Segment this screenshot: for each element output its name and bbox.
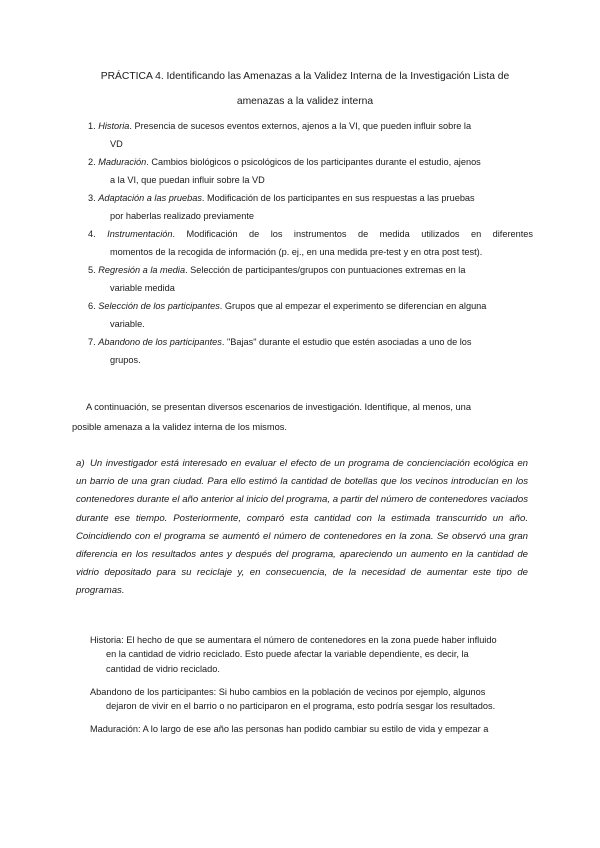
page-title: PRÁCTICA 4. Identificando las Amenazas a la Validez Interna de la Investigación Lista de [100,71,510,82]
list-item: 2. Maduración. Cambios biológicos o psicológicos de los participantes durante el estudio, ajenos a la VI, que puedan influir sobre la VD [88,157,481,185]
page-subtitle: amenazas a la validez interna [236,96,374,107]
threat-name: Historia [98,121,130,131]
list-item: 3. Adaptación a las pruebas. Modificación de los participantes en sus respuestas a las pruebas por haberlas realizado previamente [88,193,475,221]
scenario-label: a) [76,458,85,469]
threat-name: Adaptación a las pruebas [98,193,202,203]
list-item: 7. Abandono de los participantes. "Bajas" durante el estudio que estén asociadas a uno de los grupos. [88,337,472,365]
intro-paragraph: A continuación, se presentan diversos escenarios de investigación. Identifique, al menos, una posible amenaza a la validez interna de los mismos. [72,402,472,432]
answer-maduracion: Maduración: A lo largo de ese año las personas han podido cambiar su estilo de vida y empezar a [90,724,489,734]
list-item: 1. Historia. Presencia de sucesos eventos externos, ajenos a la VI, que pueden influir sobre la VD [88,121,472,149]
threat-name: Instrumentación [107,229,173,239]
list-item: 6. Selección de los participantes. Grupos que al empezar el experimento se diferencian en alguna variable. [88,301,487,329]
threat-name: Regresión a la media [98,265,186,275]
answer-abandono: Abandono de los participantes: Si hubo cambios en la población de vecinos por ejemplo, algunos dejaron de vivir en el barrio o no participaron en el programa, esto podría sesgar los resultados. [90,687,496,712]
threat-name: Maduración [98,157,147,167]
list-item: 5. Regresión a la media. Selección de participantes/grupos con puntuaciones extremas en la variable medida [88,265,466,293]
list-item: 4. Instrumentación. Modificación de los instrumentos de medida utilizados en diferentes momentos de la recogida de información (p. ej., en una medida pre-test y en otra post test). [88,229,534,257]
scenario-text: Un investigador está interesado en evaluar el efecto de un programa de concienciación ecológica en un barrio de una gran ciudad. Para ello estimó la cantidad de botellas que los vecinos introducían en los contenedores durante el año anterior al inicio del programa, a partir del número de contenedores vaciados durante ese tiempo. Posteriormente, comparó esta cantidad con la estimada transcurrido un año. Coincidiendo con el programa se aumentó el número de contenedores en la zona. Se observó una gran diferencia en los resultados antes y después del programa, apareciendo un aumento en la cantidad de vidrio depositado para su reciclaje y, en consecuencia, de la necesidad de aumentar este tipo de programas. [76,458,528,597]
threat-name: Selección de los participantes [98,301,220,311]
threat-name: Abandono de los participantes [98,337,222,347]
scenario-a [76,455,528,601]
answer-historia: Historia: El hecho de que se aumentara el número de contenedores en la zona puede haber influido en la cantidad de vidrio reciclado. Esto puede afectar la variable dependiente, es decir, la cantidad de vidrio reciclado. [90,635,497,674]
